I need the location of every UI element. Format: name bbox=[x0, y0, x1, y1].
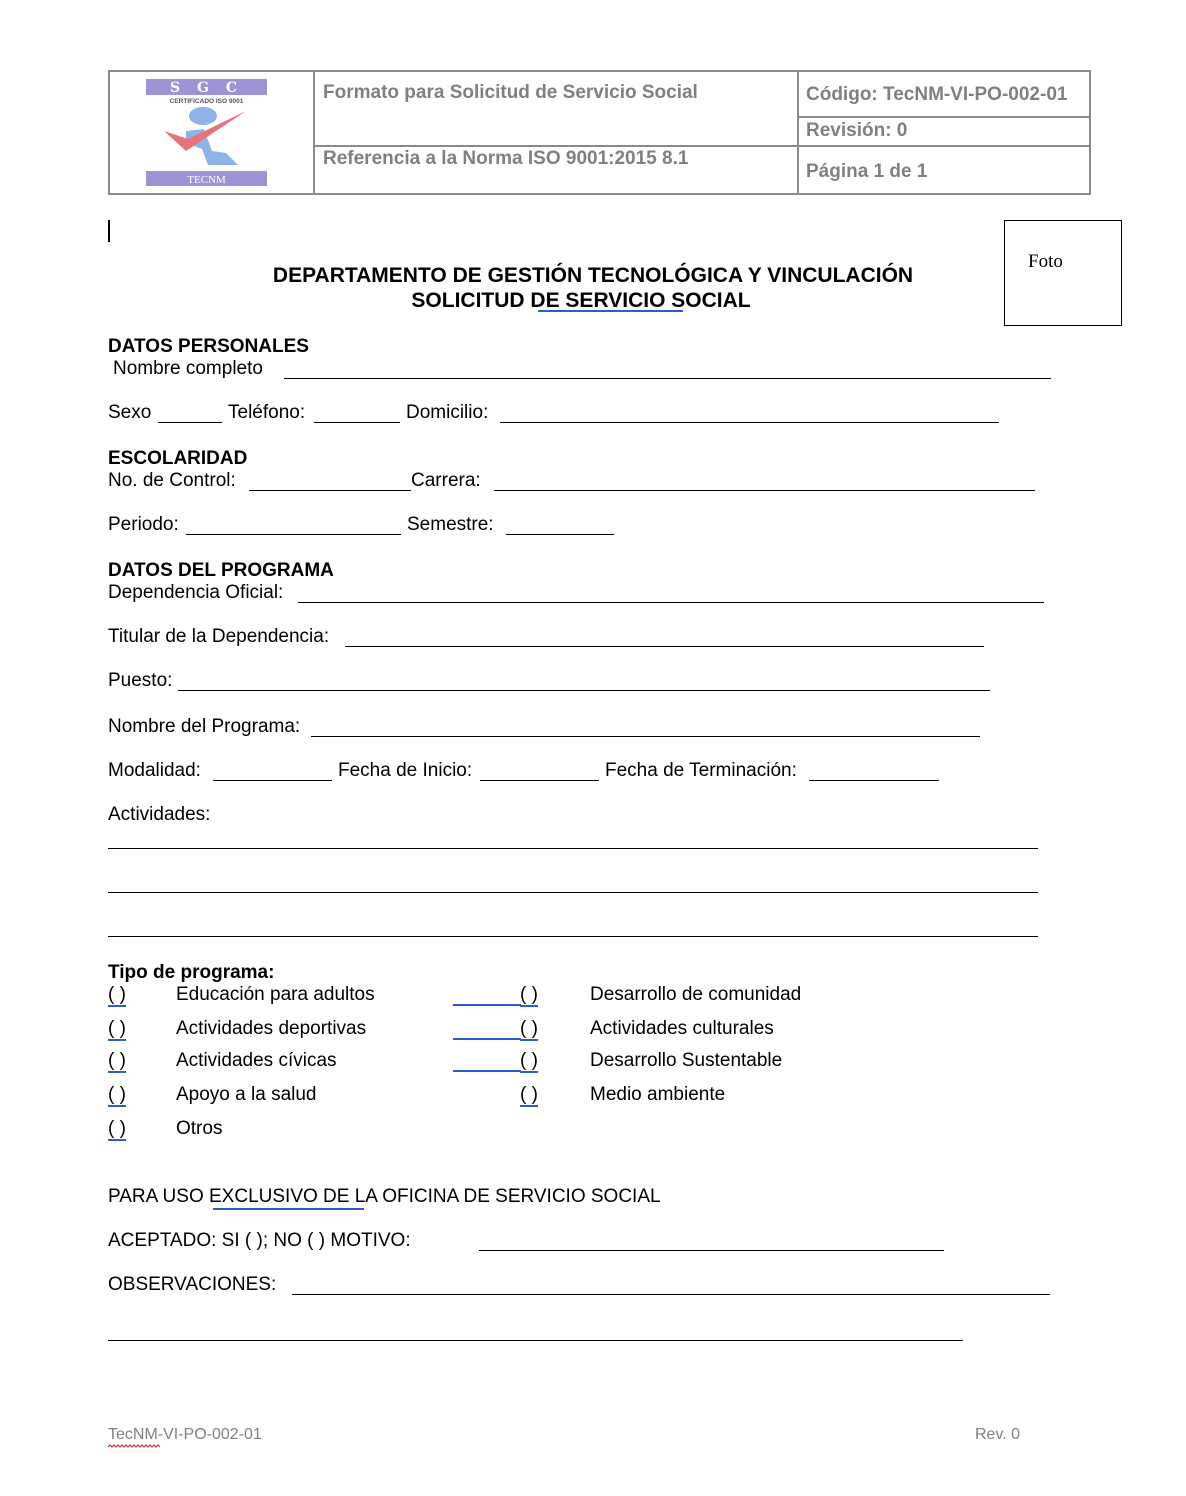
header-table bbox=[108, 70, 1091, 195]
semestre-field[interactable] bbox=[506, 534, 614, 535]
puesto-label: Puesto: bbox=[108, 670, 173, 691]
sgc-tecnm-logo bbox=[146, 79, 267, 186]
checkbox-deportivas[interactable]: ( ) bbox=[108, 1018, 126, 1039]
oficina-heading: PARA USO EXCLUSIVO DE LA OFICINA DE SERVICIO SOCIAL bbox=[108, 1186, 661, 1207]
revision-number: Revisión: 0 bbox=[806, 120, 908, 141]
carrera-field[interactable] bbox=[494, 490, 1035, 491]
header-divider bbox=[313, 72, 315, 193]
format-title: Formato para Solicitud de Servicio Social bbox=[323, 82, 698, 103]
photo-label: Foto bbox=[1028, 251, 1063, 272]
fecha-inicio-field[interactable] bbox=[480, 780, 599, 781]
control-field[interactable] bbox=[249, 490, 411, 491]
option-label: Actividades cívicas bbox=[176, 1050, 337, 1071]
dependencia-label: Dependencia Oficial: bbox=[108, 582, 284, 603]
header-divider bbox=[797, 116, 1089, 118]
checkbox-educacion[interactable]: ( ) bbox=[108, 984, 126, 1005]
checkbox-civicas[interactable]: ( ) bbox=[108, 1050, 126, 1071]
observaciones-field[interactable] bbox=[292, 1294, 1050, 1295]
aceptado-label: ACEPTADO: SI ( ); NO ( ) MOTIVO: bbox=[108, 1230, 411, 1251]
page-number: Página 1 de 1 bbox=[806, 161, 928, 182]
fecha-termino-label: Fecha de Terminación: bbox=[605, 760, 797, 781]
carrera-label: Carrera: bbox=[411, 470, 481, 491]
spellcheck-underline bbox=[213, 1208, 364, 1210]
svg-text:S G C: S G C bbox=[170, 80, 243, 96]
option-label: Apoyo a la salud bbox=[176, 1084, 317, 1105]
semestre-label: Semestre: bbox=[407, 514, 494, 535]
checkbox-medio-ambiente[interactable]: ( ) bbox=[520, 1084, 538, 1105]
spellcheck-squiggle bbox=[108, 1444, 160, 1448]
checkbox-otros[interactable]: ( ) bbox=[108, 1118, 126, 1139]
titular-label: Titular de la Dependencia: bbox=[108, 626, 330, 647]
motivo-field[interactable] bbox=[479, 1250, 944, 1251]
fecha-termino-field[interactable] bbox=[809, 780, 939, 781]
domicilio-field[interactable] bbox=[500, 422, 999, 423]
nombre-programa-field[interactable] bbox=[311, 736, 980, 737]
dependencia-field[interactable] bbox=[298, 602, 1044, 603]
option-label: Actividades deportivas bbox=[176, 1018, 367, 1039]
periodo-label: Periodo: bbox=[108, 514, 179, 535]
section-escolaridad: ESCOLARIDAD bbox=[108, 448, 248, 469]
form-title: SOLICITUD DE SERVICIO SOCIAL bbox=[411, 289, 751, 312]
checkbox-salud[interactable]: ( ) bbox=[108, 1084, 126, 1105]
checkbox-comunidad[interactable]: ( ) bbox=[520, 984, 538, 1005]
telefono-field[interactable] bbox=[314, 422, 400, 423]
option-label: Desarrollo Sustentable bbox=[590, 1050, 783, 1071]
svg-text:CERTIFICADO ISO 9001: CERTIFICADO ISO 9001 bbox=[169, 98, 244, 105]
blank-line bbox=[453, 1004, 521, 1006]
blank-line bbox=[453, 1038, 521, 1040]
header-divider bbox=[313, 145, 797, 147]
actividades-label: Actividades: bbox=[108, 804, 211, 825]
sexo-label: Sexo bbox=[108, 402, 152, 423]
checkbox-culturales[interactable]: ( ) bbox=[520, 1018, 538, 1039]
option-label: Actividades culturales bbox=[590, 1018, 774, 1039]
puesto-field[interactable] bbox=[178, 690, 990, 691]
nombre-label: Nombre completo bbox=[113, 358, 263, 379]
observaciones-label: OBSERVACIONES: bbox=[108, 1274, 277, 1295]
actividades-line[interactable] bbox=[108, 848, 1038, 849]
footer-revision: Rev. 0 bbox=[975, 1426, 1021, 1443]
modalidad-field[interactable] bbox=[213, 780, 332, 781]
section-datos-personales: DATOS PERSONALES bbox=[108, 336, 309, 357]
control-label: No. de Control: bbox=[108, 470, 236, 491]
section-datos-programa: DATOS DEL PROGRAMA bbox=[108, 560, 334, 581]
nombre-field[interactable] bbox=[284, 378, 1051, 379]
modalidad-label: Modalidad: bbox=[108, 760, 201, 781]
domicilio-label: Domicilio: bbox=[406, 402, 489, 423]
titular-field[interactable] bbox=[345, 646, 984, 647]
option-label: Educación para adultos bbox=[176, 984, 375, 1005]
actividades-line[interactable] bbox=[108, 936, 1038, 937]
document-code: Código: TecNM-VI-PO-002-01 bbox=[806, 84, 1068, 105]
periodo-field[interactable] bbox=[186, 534, 401, 535]
actividades-line[interactable] bbox=[108, 892, 1038, 893]
svg-text:TECNM: TECNM bbox=[187, 174, 226, 186]
section-tipo-programa: Tipo de programa: bbox=[108, 962, 275, 983]
header-divider bbox=[797, 145, 1089, 147]
department-title: DEPARTAMENTO DE GESTIÓN TECNOLÓGICA Y VINCULACIÓN bbox=[272, 264, 914, 287]
observaciones-line[interactable] bbox=[108, 1340, 963, 1341]
text-cursor bbox=[108, 220, 110, 242]
photo-box[interactable] bbox=[1004, 220, 1122, 326]
footer-code: TecNM-VI-PO-002-01 bbox=[108, 1426, 262, 1443]
nombre-programa-label: Nombre del Programa: bbox=[108, 716, 301, 737]
fecha-inicio-label: Fecha de Inicio: bbox=[338, 760, 473, 781]
option-label: Otros bbox=[176, 1118, 223, 1139]
spellcheck-underline bbox=[538, 310, 683, 312]
option-label: Desarrollo de comunidad bbox=[590, 984, 802, 1005]
checkbox-sustentable[interactable]: ( ) bbox=[520, 1050, 538, 1071]
option-label: Medio ambiente bbox=[590, 1084, 726, 1105]
blank-line bbox=[453, 1070, 521, 1072]
norma-reference: Referencia a la Norma ISO 9001:2015 8.1 bbox=[323, 148, 689, 169]
telefono-label: Teléfono: bbox=[228, 402, 306, 423]
sexo-field[interactable] bbox=[158, 422, 222, 423]
header-divider bbox=[797, 72, 799, 193]
